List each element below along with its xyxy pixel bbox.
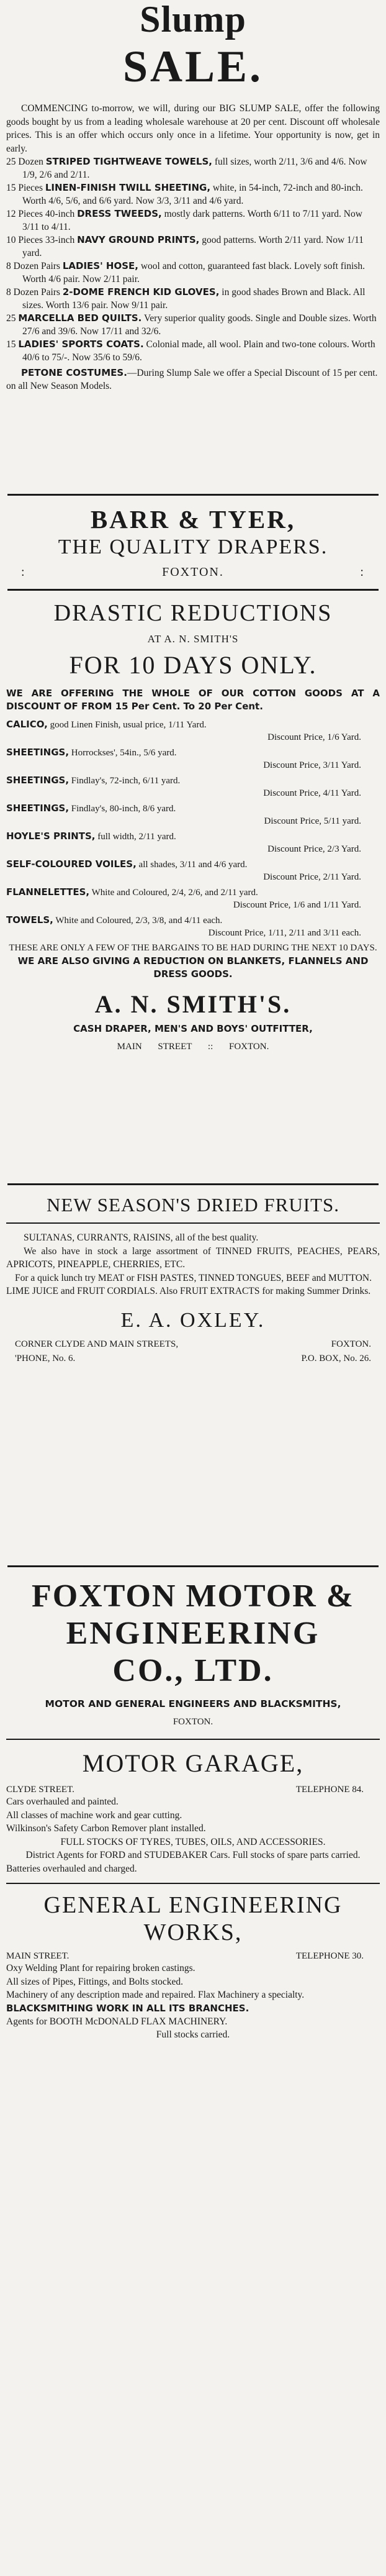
smith-item-name: HOYLE'S PRINTS, <box>6 831 96 842</box>
smith-address <box>6 1042 380 1052</box>
slump-item-rest: good patterns. Worth 2/11 yard. Now 1/11 yard. <box>22 235 364 258</box>
divider <box>7 1183 379 1185</box>
garage-contact-row <box>6 1785 380 1795</box>
smith-item-price: Discount Price, 1/6 and 1/11 Yard. <box>233 900 361 910</box>
smith-item-price: Discount Price, 3/11 Yard. <box>263 760 361 770</box>
works-street: MAIN STREET. <box>6 1951 70 1961</box>
smith-item-price: Discount Price, 4/11 Yard. <box>263 788 361 798</box>
works-telephone: TELEPHONE 30. <box>295 1951 364 1961</box>
garage-street: CLYDE STREET. <box>6 1785 74 1795</box>
motor-name-line3: CO., LTD. <box>112 1653 274 1688</box>
garage-line-1: Cars overhauled and painted. <box>6 1796 119 1807</box>
smith-items-list <box>6 718 380 939</box>
works-contact-row <box>6 1951 380 1962</box>
slump-item-name: LADIES' SPORTS COATS. <box>18 339 144 350</box>
divider <box>6 1739 380 1740</box>
smith-item-desc: Horrockses', 54in., 5/6 yard. <box>71 748 177 758</box>
smith-item-line <box>6 886 380 899</box>
slump-items-list <box>6 155 380 364</box>
smith-item-name: SHEETINGS, <box>6 775 70 786</box>
divider <box>6 1883 380 1884</box>
petone-rest: —During Slump Sale we offer a Special Discount of 15 per cent. on all New Season Models. <box>6 368 378 391</box>
smith-item <box>6 774 380 799</box>
smith-item-price: Discount Price, 2/3 Yard. <box>267 844 361 854</box>
slump-item-rest: Colonial made, all wool. Plain and two-tone colours. Worth 40/6 to 75/-. Now 35/6 to 59/6. <box>22 339 375 363</box>
smith-item-desc: full width, 2/11 yard. <box>97 832 176 842</box>
smith-item <box>6 914 380 939</box>
sale-title: SALE. <box>122 42 264 91</box>
drastic-heading: DRASTIC REDUCTIONS <box>53 600 333 626</box>
smith-item-desc: Findlay's, 72-inch, 6/11 yard. <box>71 776 181 786</box>
slump-item-rest: white, in 54-inch, 72-inch and 80-inch. Worth 4/6, 5/6, and 6/6 yard. Now 3/3, 3/11 and 4/6 yard. <box>22 183 363 206</box>
slump-item-rest: full sizes, worth 2/11, 3/6 and 4/6. Now 1/9, 2/6 and 2/11. <box>22 157 367 180</box>
slump-sale-ad <box>6 0 380 393</box>
smith-item-name: SHEETINGS, <box>6 803 70 814</box>
smith-item-line <box>6 746 380 759</box>
slump-item <box>6 234 380 260</box>
smith-item <box>6 858 380 883</box>
motor-name-line1: FOXTON MOTOR & <box>31 1578 355 1614</box>
slump-item <box>6 181 380 207</box>
smith-item-desc: good Linen Finish, usual price, 1/11 Yard. <box>50 720 207 730</box>
at-smith: AT A. N. SMITH'S <box>147 633 239 645</box>
works-line-2: All sizes of Pipes, Fittings, and Bolts stocked. <box>6 1976 184 1987</box>
divider <box>6 1222 380 1224</box>
fruits-text: SULTANAS, CURRANTS, RAISINS, all of the best quality. <box>24 1232 259 1243</box>
barr-tyer-place: FOXTON. <box>162 565 224 579</box>
dried-fruits-heading: NEW SEASON'S DRIED FRUITS. <box>47 1194 339 1216</box>
smith-item-name: SHEETINGS, <box>6 747 70 758</box>
works-line-3: Machinery of any description made and repaired. Flax Machinery a specialty. <box>6 1990 305 2000</box>
slump-item-name: LINEN-FINISH TWILL SHEETING, <box>45 182 211 193</box>
lime-text: LIME JUICE and FRUIT CORDIALS. Also FRUIT EXTRACTS for making Summer Drinks. <box>6 1286 371 1296</box>
works-line-6: Full stocks carried. <box>156 2029 230 2040</box>
slump-item-lead: 15 Pieces <box>6 183 43 193</box>
oxley-contact-row <box>6 1354 380 1364</box>
slump-item-lead: 25 <box>6 313 16 324</box>
slump-item-name: NAVY GROUND PRINTS, <box>77 234 200 245</box>
oxley-name: E. A. OXLEY. <box>120 1308 266 1332</box>
motor-name-line2: ENGINEERING <box>66 1616 320 1651</box>
slump-item <box>6 207 380 234</box>
slump-item-lead: 10 Pieces 33-inch <box>6 235 75 245</box>
slump-item-rest: in good shades Brown and Black. All sizes. Worth 13/6 pair. Now 9/11 pair. <box>22 287 366 311</box>
oxley-address-row <box>6 1339 380 1350</box>
smith-sub: CASH DRAPER, MEN'S AND BOYS' OUTFITTER, <box>73 1023 313 1034</box>
smith-item-line <box>6 830 380 843</box>
divider <box>7 589 379 591</box>
smith-item-price: Discount Price, 5/11 yard. <box>264 816 361 826</box>
lunch-text: For a quick lunch try MEAT or FISH PASTES, TINNED TONGUES, BEEF and MUTTON. <box>15 1272 372 1283</box>
garage-line-5: District Agents for FORD and STUDEBAKER Cars. Full stocks of spare parts carried. <box>25 1850 361 1860</box>
petone-name: PETONE COSTUMES. <box>21 367 127 378</box>
smith-item <box>6 830 380 855</box>
slump-item-lead: 8 Dozen Pairs <box>6 287 60 298</box>
slump-item-lead: 15 <box>6 339 16 350</box>
works-line-1: Oxy Welding Plant for repairing broken castings. <box>6 1963 195 1973</box>
oxley-address: CORNER CLYDE AND MAIN STREETS, <box>15 1339 179 1349</box>
slump-item-name: LADIES' HOSE, <box>62 260 138 271</box>
divider <box>7 1565 379 1567</box>
barr-tyer-place-row <box>6 565 380 580</box>
slump-intro: COMMENCING to-morrow, we will, during our BIG SLUMP SALE, offer the following goods bought by us from a leading wholesale warehouse at 20 per cent. Discount off wholesale prices. This is an offer which occurs only once in a lifetime. Your opportunity is now, get in early. <box>6 103 380 154</box>
smith-item-line <box>6 774 380 787</box>
slump-item-rest: mostly dark patterns. Worth 6/11 to 7/11 yard. Now 3/11 to 4/11. <box>22 209 362 232</box>
slump-item <box>6 286 380 312</box>
smith-item-price: Discount Price, 1/11, 2/11 and 3/11 each. <box>208 928 361 938</box>
tinned-text: We also have in stock a large assortment of TINNED FRUITS, PEACHES, PEARS, APRICOTS, PINEAPPLE, CHERRIES, ETC. <box>6 1245 380 1270</box>
ten-days-heading: FOR 10 DAYS ONLY. <box>69 651 317 679</box>
smith-item <box>6 746 380 771</box>
slump-title: Slump <box>140 0 246 40</box>
slump-item-name: STRIPED TIGHTWEAVE TOWELS, <box>45 156 212 167</box>
slump-item <box>6 260 380 286</box>
garage-heading: MOTOR GARAGE, <box>82 1749 304 1777</box>
slump-item-lead: 12 Pieces 40-inch <box>6 209 75 219</box>
slump-item-name: 2-DOME FRENCH KID GLOVES, <box>62 286 220 298</box>
smith-item <box>6 802 380 827</box>
works-heading-1: GENERAL ENGINEERING <box>43 1892 343 1918</box>
smith-item-line <box>6 802 380 815</box>
colon-mark: : <box>21 565 26 579</box>
works-line-4: BLACKSMITHING WORK IN ALL ITS BRANCHES. <box>6 2002 249 2014</box>
slump-item-rest: wool and cotton, guaranteed fast black. Lovely soft finish. Worth 4/6 pair. Now 2/11 pair. <box>22 261 365 284</box>
smith-item-name: SELF-COLOURED VOILES, <box>6 858 137 870</box>
oxley-phone: 'PHONE, No. 6. <box>15 1353 76 1363</box>
reduction-note: WE ARE ALSO GIVING A REDUCTION ON BLANKETS, FLANNELS AND DRESS GOODS. <box>17 955 369 980</box>
garage-line-2: All classes of machine work and gear cutting. <box>6 1809 182 1821</box>
smith-item-name: CALICO, <box>6 719 48 730</box>
smith-item-price: Discount Price, 2/11 Yard. <box>263 872 361 882</box>
cotton-offer: WE ARE OFFERING THE WHOLE OF OUR COTTON GOODS AT A DISCOUNT OF FROM 15 Per Cent. To 20 Per Cent. <box>6 688 380 712</box>
slump-item-lead: 8 Dozen Pairs <box>6 261 60 271</box>
barr-tyer-tagline: THE QUALITY DRAPERS. <box>58 535 328 558</box>
slump-item-lead: 25 Dozen <box>6 157 43 167</box>
works-heading-2: WORKS, <box>143 1919 243 1946</box>
smith-name: A. N. SMITH'S. <box>94 990 292 1018</box>
barr-tyer-name: BARR & TYER, <box>90 505 296 534</box>
smith-item <box>6 886 380 911</box>
smith-item-name: TOWELS, <box>6 914 53 926</box>
slump-item <box>6 312 380 338</box>
smith-item-line <box>6 718 380 731</box>
divider <box>7 494 379 496</box>
smith-item-line <box>6 914 380 927</box>
slump-item-rest: Very superior quality goods. Single and Double sizes. Worth 27/6 and 39/6. Now 17/11 and 32/6. <box>22 313 377 337</box>
works-line-5: Agents for BOOTH McDONALD FLAX MACHINERY. <box>6 2016 228 2027</box>
motor-sub: MOTOR AND GENERAL ENGINEERS AND BLACKSMITHS, <box>45 1698 341 1709</box>
slump-item <box>6 155 380 181</box>
smith-item-price: Discount Price, 1/6 Yard. <box>267 732 361 742</box>
smith-item-desc: Findlay's, 80-inch, 8/6 yard. <box>71 804 176 814</box>
smith-ad <box>6 599 380 1052</box>
foxton-motor-ad <box>6 1578 380 2042</box>
smith-item <box>6 718 380 744</box>
smith-sep: :: <box>207 1042 213 1052</box>
oxley-ad <box>6 1193 380 1364</box>
garage-line-3: Wilkinson's Safety Carbon Remover plant installed. <box>6 1823 206 1834</box>
petone-costumes <box>6 366 380 393</box>
smith-item-desc: all shades, 3/11 and 4/6 yard. <box>138 860 248 870</box>
barr-tyer-ad <box>6 504 380 580</box>
smith-item-line <box>6 858 380 871</box>
colon-mark: : <box>360 565 365 579</box>
slump-item-name: DRESS TWEEDS, <box>77 208 162 219</box>
garage-telephone: TELEPHONE 84. <box>295 1785 364 1795</box>
bargains-note: THESE ARE ONLY A FEW OF THE BARGAINS TO BE HAD DURING THE NEXT 10 DAYS. <box>9 943 377 953</box>
slump-item <box>6 338 380 364</box>
slump-item-name: MARCELLA BED QUILTS. <box>18 312 142 324</box>
oxley-town: FOXTON. <box>331 1339 371 1349</box>
motor-town: FOXTON. <box>173 1717 213 1727</box>
garage-line-4: FULL STOCKS OF TYRES, TUBES, OILS, AND ACCESSORIES. <box>60 1836 326 1847</box>
smith-item-desc: White and Coloured, 2/3, 3/8, and 4/11 each. <box>55 916 223 926</box>
garage-line-6: Batteries overhauled and charged. <box>6 1863 137 1874</box>
smith-town: FOXTON. <box>229 1042 269 1052</box>
smith-item-name: FLANNELETTES, <box>6 886 90 898</box>
oxley-pobox: P.O. BOX, No. 26. <box>301 1353 371 1363</box>
smith-street: MAIN STREET <box>117 1042 192 1052</box>
smith-item-desc: White and Coloured, 2/4, 2/6, and 2/11 yard. <box>91 888 258 898</box>
